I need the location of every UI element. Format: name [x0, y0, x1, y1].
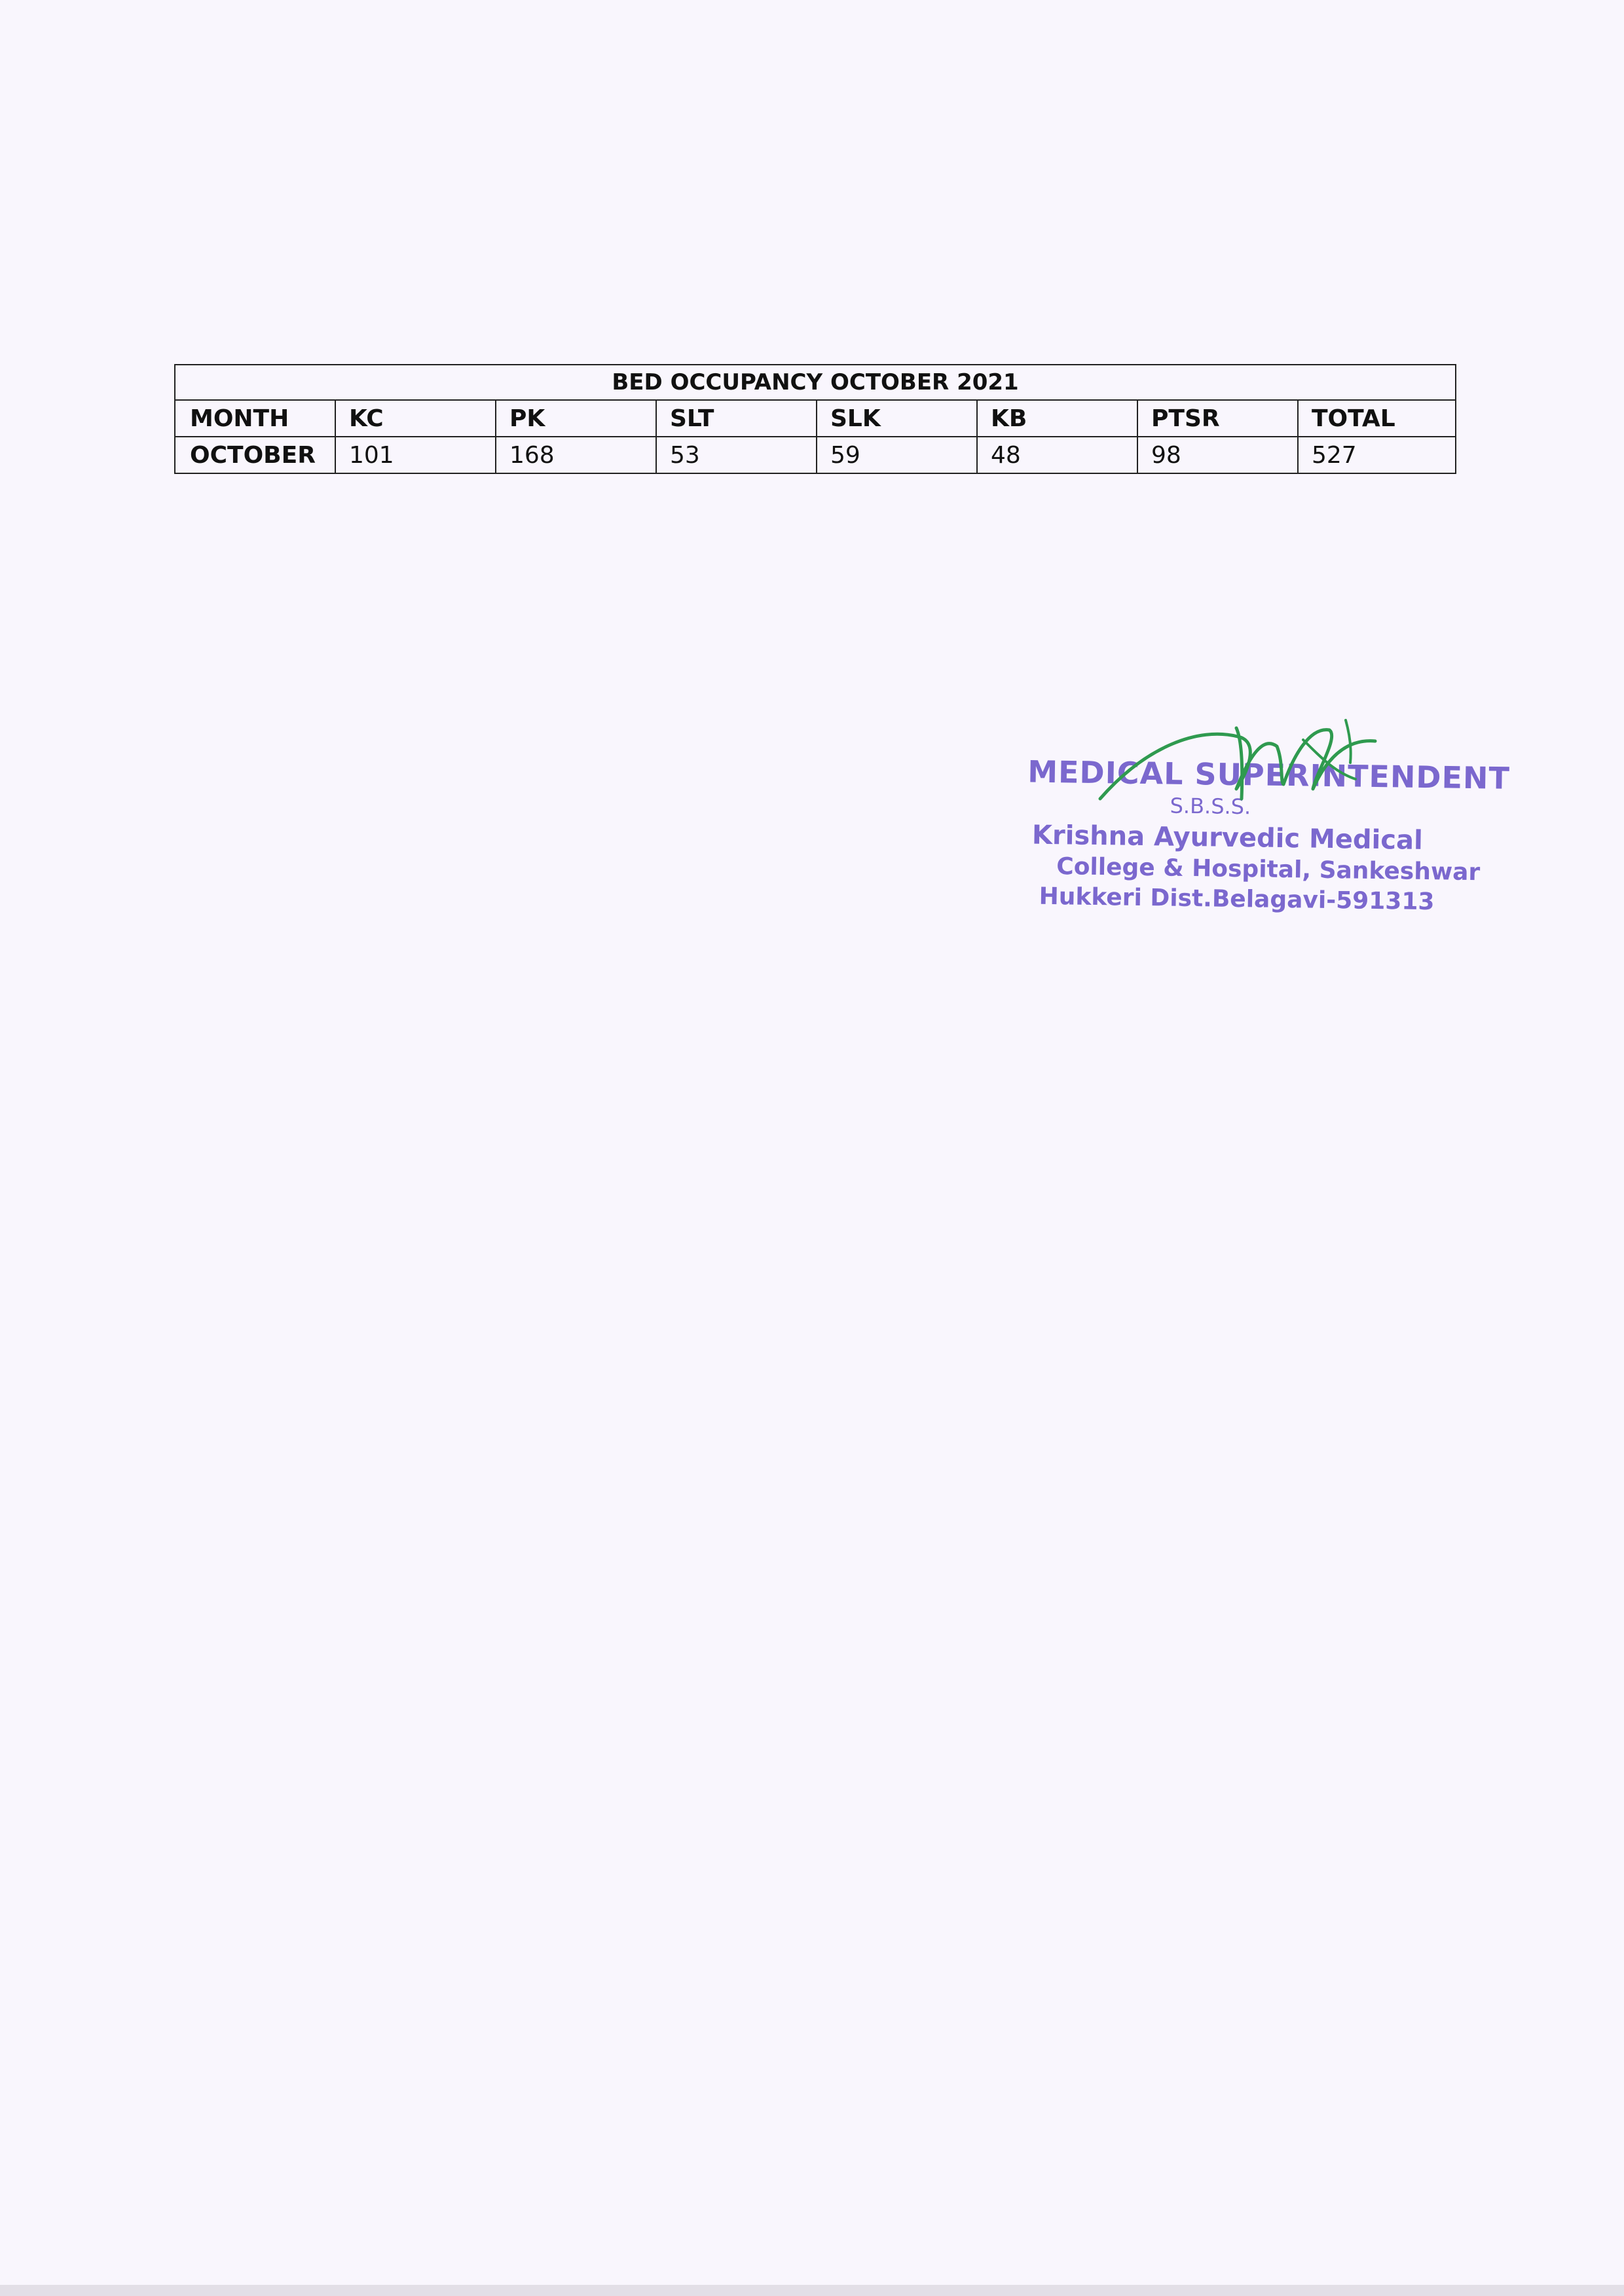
cell-ptsr: 98 — [1137, 437, 1298, 473]
column-header-slk: SLK — [817, 400, 977, 437]
table-row — [175, 437, 1456, 473]
stamp-subtitle: S.B.S.S. — [1170, 793, 1251, 820]
table-title: BED OCCUPANCY OCTOBER 2021 — [175, 365, 1456, 400]
cell-kc: 101 — [335, 437, 496, 473]
column-header-ptsr: PTSR — [1137, 400, 1298, 437]
stamp-place: College & Hospital, Sankeshwar — [1056, 853, 1481, 886]
table-header-row — [175, 400, 1456, 437]
cell-slt: 53 — [656, 437, 817, 473]
cell-month: OCTOBER — [175, 437, 335, 473]
column-header-total: TOTAL — [1298, 400, 1456, 437]
cell-pk: 168 — [496, 437, 656, 473]
cell-kb: 48 — [977, 437, 1137, 473]
table-title-row — [175, 365, 1456, 400]
stamp-district: Hukkeri Dist.Belagavi-591313 — [1039, 883, 1435, 916]
handwritten-signature — [1087, 701, 1382, 805]
stamp-title: MEDICAL SUPERINTENDENT — [1027, 754, 1511, 796]
stamp-organization: Krishna Ayurvedic Medical — [1031, 820, 1424, 856]
column-header-kb: KB — [977, 400, 1137, 437]
cell-slk: 59 — [817, 437, 977, 473]
bed-occupancy-table — [174, 364, 1456, 474]
column-header-kc: KC — [335, 400, 496, 437]
column-header-month: MONTH — [175, 400, 335, 437]
page-bottom-edge — [0, 2285, 1624, 2296]
column-header-pk: PK — [496, 400, 656, 437]
column-header-slt: SLT — [656, 400, 817, 437]
cell-total: 527 — [1298, 437, 1456, 473]
